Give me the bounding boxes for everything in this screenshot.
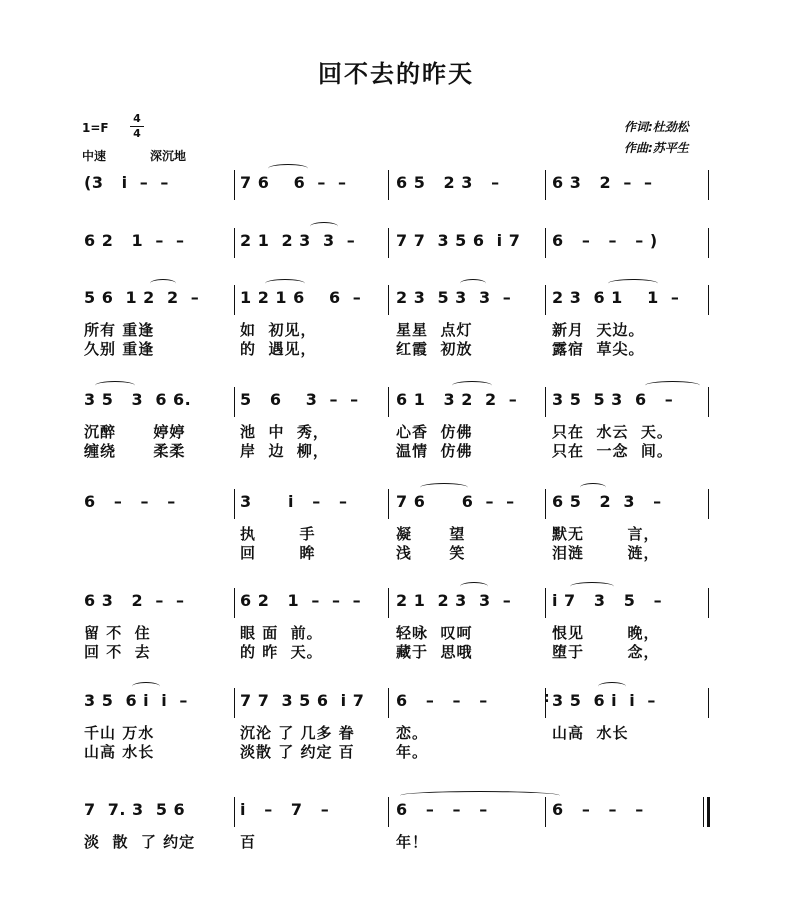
measure: 3 5 6 i i – [552, 691, 656, 710]
lyric: 星星 点灯 [396, 321, 473, 339]
lyric: 山高 水长 [84, 743, 155, 761]
measure: 2 1 2 3 3 – [396, 591, 512, 610]
barline [708, 489, 709, 519]
lyric: 回 不 去 [84, 643, 151, 661]
lyric: 久别 重逢 [84, 340, 155, 358]
measure: 5 6 1 2 2 – [84, 288, 200, 307]
lyric: 轻咏 叹呵 [396, 624, 473, 642]
measure: 2 1 2 3 3 – [240, 231, 356, 250]
measure: 3 5 6 i i – [84, 691, 188, 710]
slur [95, 381, 135, 390]
lyric: 恨见 晚， [552, 624, 660, 642]
lyric: 凝 望 [396, 525, 466, 543]
lyric: 只在 一念 间。 [552, 442, 673, 460]
lyric: 堕于 念， [552, 643, 660, 661]
slur [608, 279, 658, 288]
tempo-marking: 中速 [82, 149, 107, 163]
lyric: 露宿 草尖。 [552, 340, 645, 358]
lyric: 所有 重逢 [84, 321, 155, 339]
lyric: 心香 仿佛 [396, 423, 473, 441]
lyric: 如 初见， [240, 321, 317, 339]
measure: (3 i – – [84, 173, 169, 192]
lyric: 沉沦 了 几多 眷 [240, 724, 355, 742]
song-title: 回不去的昨天 [318, 60, 474, 88]
slur [645, 381, 700, 390]
slur [460, 279, 486, 288]
lyric: 缠绕 柔柔 [84, 442, 186, 460]
measure: 6 3 2 – – [552, 173, 653, 192]
barline [545, 387, 546, 417]
barline [708, 285, 709, 315]
measure: 6 2 1 – – – [240, 591, 362, 610]
slur [598, 682, 626, 691]
barline [708, 688, 709, 718]
barline [234, 489, 235, 519]
measure: 6 2 1 – – [84, 231, 185, 250]
barline [388, 170, 389, 200]
barline [234, 285, 235, 315]
measure: 3 5 5 3 6 – [552, 390, 674, 409]
measure: 2 3 5 3 3 – [396, 288, 512, 307]
lyric: 百 [240, 833, 257, 851]
lyric: 留 不 住 [84, 624, 151, 642]
measure: 6 5 2 3 – [552, 492, 662, 511]
measure: 3 i – – [240, 492, 348, 511]
slur [460, 582, 488, 591]
barline [708, 588, 709, 618]
barline [234, 387, 235, 417]
barline [708, 228, 709, 258]
slur [580, 483, 606, 492]
measure: 3 5 3 6 6. [84, 390, 192, 409]
barline [545, 489, 546, 519]
barline [388, 285, 389, 315]
slur [420, 483, 468, 492]
measure: 7 6 6 – – [240, 173, 347, 192]
slur [265, 279, 305, 288]
composer-credit: 作曲:苏平生 [624, 141, 689, 155]
lyric: 池 中 秀， [240, 423, 329, 441]
lyric: 山高 水长 [552, 724, 629, 742]
lyric: 默无 言， [552, 525, 660, 543]
measure: 6 – – – [84, 492, 176, 511]
slur [400, 791, 560, 800]
measure: i 7 3 5 – [552, 591, 663, 610]
final-barline [703, 797, 704, 827]
lyric: 新月 天边。 [552, 321, 645, 339]
measure: 6 1 3 2 2 – [396, 390, 518, 409]
measure: 7 7 3 5 6 i 7 [396, 231, 521, 250]
lyric: 千山 万水 [84, 724, 155, 742]
barline [234, 797, 235, 827]
lyric: 执 手 [240, 525, 316, 543]
lyric: 藏于 思哦 [396, 643, 473, 661]
barline [388, 489, 389, 519]
lyric: 红霞 初放 [396, 340, 473, 358]
measure: 6 – – – [396, 800, 488, 819]
lyric: 眼 面 前。 [240, 624, 323, 642]
barline [388, 387, 389, 417]
barline [545, 170, 546, 200]
barline [708, 170, 709, 200]
time-sig-bottom: 4 [133, 127, 141, 140]
lyric: 温情 仿佛 [396, 442, 473, 460]
expression-marking: 深沉地 [150, 149, 187, 163]
measure: 6 5 2 3 – [396, 173, 500, 192]
lyric: 泪涟 涟， [552, 544, 660, 562]
measure: i – 7 – [240, 800, 330, 819]
lyricist-credit: 作词:杜劲松 [624, 120, 689, 134]
barline [388, 797, 389, 827]
measure: 6 3 2 – – [84, 591, 185, 610]
measure: 6 – – – ) [552, 231, 658, 250]
barline [388, 688, 389, 718]
slur [570, 582, 614, 591]
barline [545, 588, 546, 618]
lyric: 只在 水云 天。 [552, 423, 673, 441]
measure: 6 – – – [552, 800, 644, 819]
lyric: 的 昨 天。 [240, 643, 323, 661]
final-barline [707, 797, 710, 827]
slur [268, 164, 308, 173]
lyric: 恋。 [396, 724, 429, 742]
slur [452, 381, 492, 390]
lyric: 年！ [396, 833, 429, 851]
barline [545, 228, 546, 258]
barline [234, 588, 235, 618]
barline [708, 387, 709, 417]
lyric: 淡散 了 约定 百 [240, 743, 355, 761]
barline [388, 588, 389, 618]
slur [150, 279, 176, 288]
repeat-sign: : [544, 690, 550, 706]
lyric: 淡 散 了 约定 [84, 833, 196, 851]
lyric: 沉醉 婷婷 [84, 423, 186, 441]
barline [234, 688, 235, 718]
barline [545, 797, 546, 827]
time-sig-top: 4 [133, 112, 141, 125]
barline [234, 170, 235, 200]
lyric: 浅 笑 [396, 544, 466, 562]
key-signature: 1=F [82, 121, 109, 135]
lyric: 年。 [396, 743, 429, 761]
lyric: 的 遇见， [240, 340, 317, 358]
measure: 7 7. 3 5 6 [84, 800, 186, 819]
measure: 7 7 3 5 6 i 7 [240, 691, 365, 710]
barline [388, 228, 389, 258]
measure: 7 6 6 – – [396, 492, 515, 511]
lyric: 回 眸 [240, 544, 316, 562]
measure: 1 2 1 6 6 – [240, 288, 362, 307]
barline [234, 228, 235, 258]
slur [132, 682, 160, 691]
measure: 5 6 3 – – [240, 390, 359, 409]
lyric: 岸 边 柳， [240, 442, 329, 460]
measure: 2 3 6 1 1 – [552, 288, 680, 307]
barline [545, 285, 546, 315]
time-signature [130, 113, 144, 140]
slur [310, 222, 338, 231]
measure: 6 – – – [396, 691, 488, 710]
